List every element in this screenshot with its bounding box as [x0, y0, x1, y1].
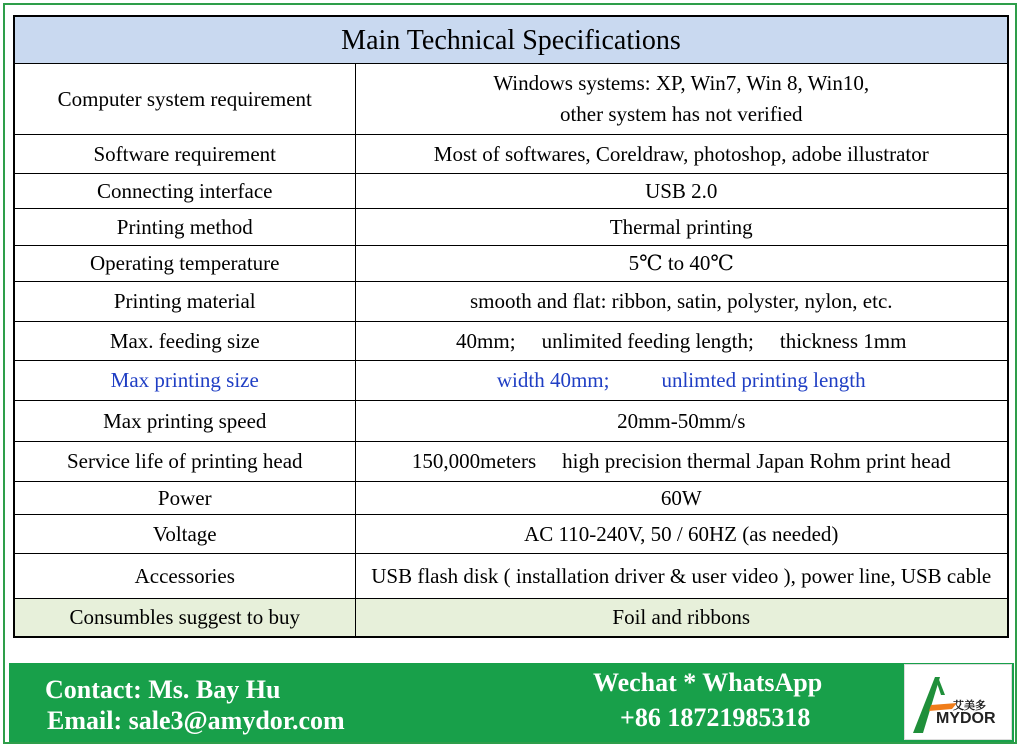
row-value — [355, 322, 1008, 361]
value-part: thickness 1mm — [779, 328, 907, 353]
row-label: Software requirement — [14, 135, 355, 174]
table-row — [14, 282, 1008, 322]
table-row — [14, 135, 1008, 174]
value-part: 150,000meters — [411, 449, 537, 473]
row-value — [355, 64, 1008, 135]
value-part: unlimted printing length — [661, 368, 866, 392]
row-value: Most of softwares, Coreldraw, photoshop, adobe illustrator — [355, 135, 1008, 174]
amydor-logo — [904, 664, 1012, 740]
row-value: Thermal printing — [355, 209, 1008, 246]
title-row — [14, 16, 1008, 64]
value-part: width 40mm; — [496, 368, 610, 392]
row-value-line: Windows systems: XP, Win7, Win 8, Win10, — [493, 71, 870, 95]
logo-chinese-text: 艾美多 — [953, 699, 986, 712]
contact-email[interactable]: Email: sale3@amydor.com — [47, 706, 345, 735]
row-value — [355, 442, 1008, 482]
table-row — [14, 401, 1008, 442]
contact-name: Contact: Ms. Bay Hu — [45, 675, 281, 704]
table-row — [14, 246, 1008, 282]
table-title: Main Technical Specifications — [14, 16, 1008, 64]
table-row — [14, 174, 1008, 209]
table-row — [14, 482, 1008, 515]
row-label: Printing method — [14, 209, 355, 246]
row-value: 5℃ to 40℃ — [355, 246, 1008, 282]
row-label: Max. feeding size — [14, 322, 355, 361]
table-row — [14, 209, 1008, 246]
row-label: Printing material — [14, 282, 355, 322]
row-label: Computer system requirement — [14, 64, 355, 135]
spec-table — [13, 15, 1009, 638]
value-part: high precision thermal Japan Rohm print head — [562, 449, 951, 473]
row-label: Operating temperature — [14, 246, 355, 282]
table-row — [14, 554, 1008, 599]
row-value: 20mm-50mm/s — [355, 401, 1008, 442]
row-value: AC 110-240V, 50 / 60HZ (as needed) — [355, 515, 1008, 554]
row-label: Max printing speed — [14, 401, 355, 442]
value-part: unlimited feeding length; — [541, 328, 754, 353]
table-row — [14, 361, 1008, 401]
row-label: Accessories — [14, 554, 355, 599]
row-value: USB 2.0 — [355, 174, 1008, 209]
table-row — [14, 442, 1008, 482]
row-value-line: other system has not verified — [559, 102, 803, 126]
messaging-apps: Wechat * WhatsApp — [593, 668, 823, 697]
row-label: Max printing size — [14, 361, 355, 401]
row-value: Foil and ribbons — [355, 599, 1008, 637]
contact-phone[interactable]: +86 18721985318 — [620, 703, 811, 732]
row-value: 60W — [355, 482, 1008, 515]
table-row — [14, 599, 1008, 637]
row-label: Connecting interface — [14, 174, 355, 209]
row-label: Voltage — [14, 515, 355, 554]
value-part: 40mm; — [456, 328, 516, 353]
row-value — [355, 361, 1008, 401]
row-label: Service life of printing head — [14, 442, 355, 482]
table-row — [14, 64, 1008, 135]
table-row — [14, 515, 1008, 554]
logo-wordmark: MYDOR — [936, 710, 996, 727]
row-label: Consumbles suggest to buy — [14, 599, 355, 637]
contact-footer — [9, 663, 1014, 742]
row-value: smooth and flat: ribbon, satin, polyster, nylon, etc. — [355, 282, 1008, 322]
table-row — [14, 322, 1008, 361]
row-value: USB flash disk ( installation driver & user video ), power line, USB cable — [355, 554, 1008, 599]
row-label: Power — [14, 482, 355, 515]
